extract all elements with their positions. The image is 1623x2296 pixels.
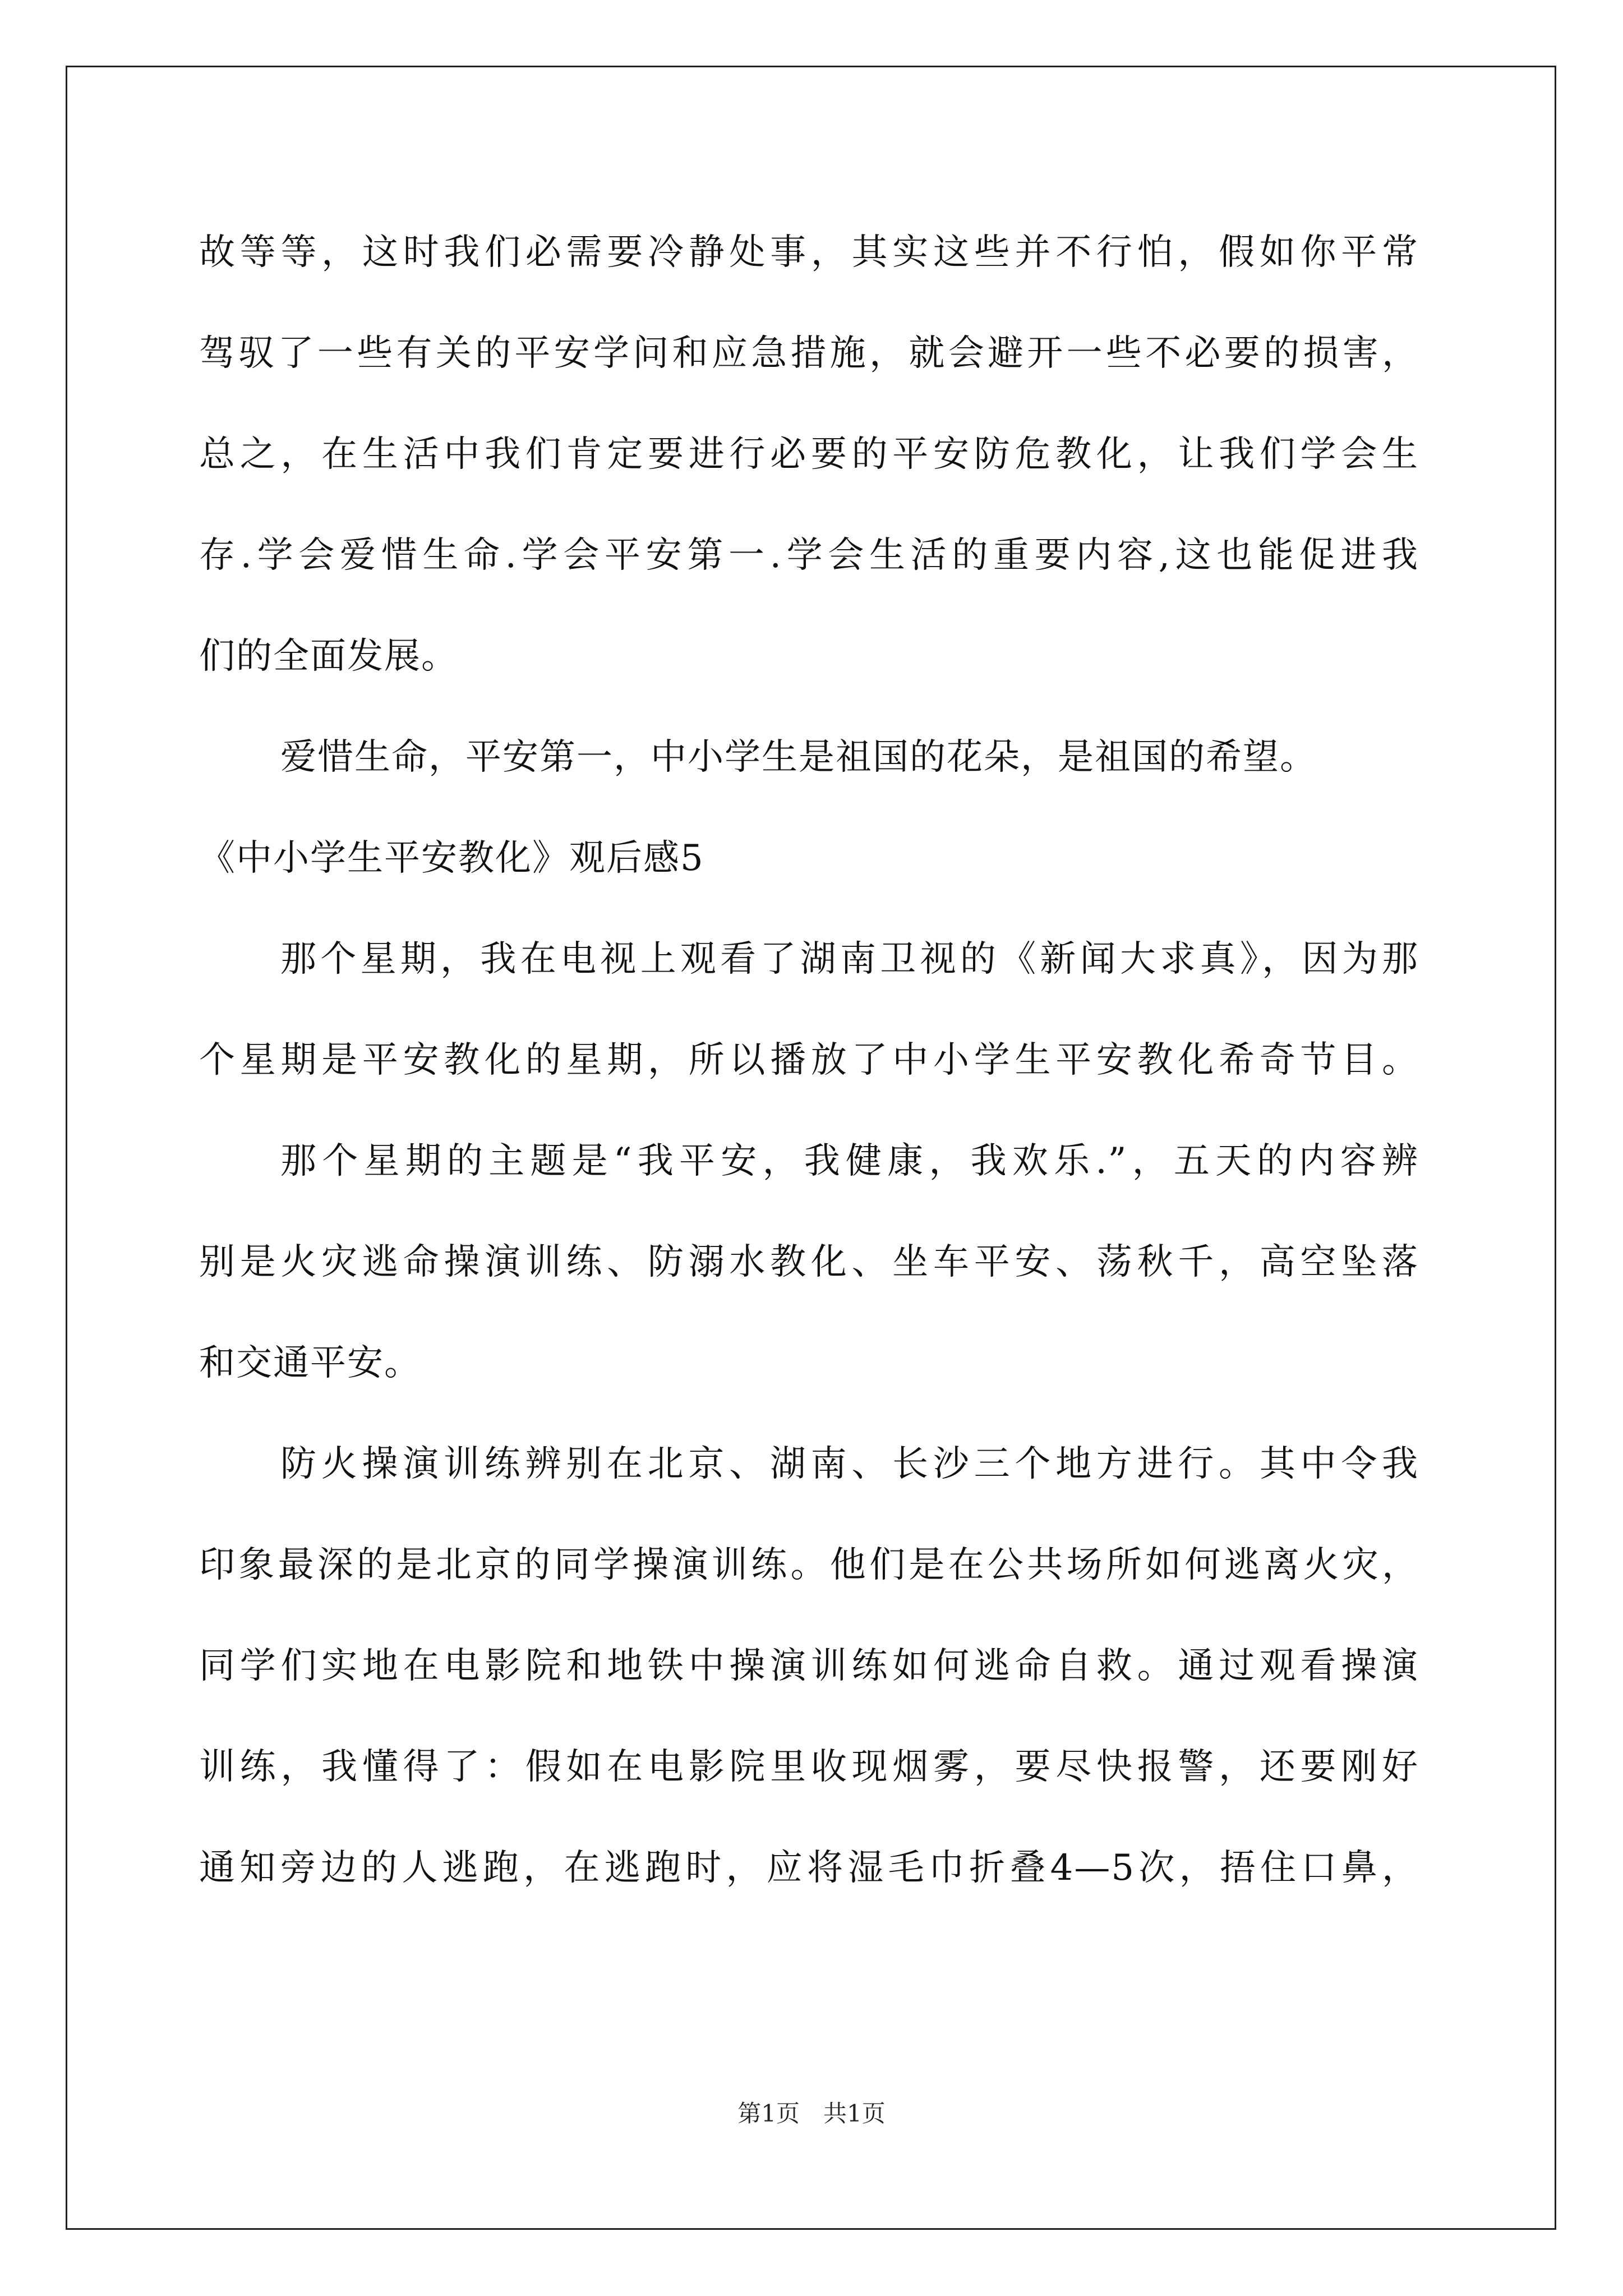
paragraph-line: 个星期是平安教化的星期，所以播放了中小学生平安教化希奇节目。 bbox=[199, 1039, 1419, 1081]
paragraph-line: 故等等，这时我们必需要冷静处事，其实这些并不行怕，假如你平常 bbox=[199, 232, 1419, 273]
paragraph-line: 那个星期，我在电视上观看了湖南卫视的《新闻大求真》，因为那 bbox=[280, 938, 1419, 980]
paragraph-line: 印象最深的是北京的同学操演训练。他们是在公共场所如何逃离火灾， bbox=[199, 1544, 1419, 1586]
paragraph-line: 防火操演训练辨别在北京、湖南、长沙三个地方进行。其中令我 bbox=[280, 1443, 1419, 1485]
paragraph-line: 训练，我懂得了：假如在电影院里收现烟雾，要尽快报警，还要刚好 bbox=[199, 1746, 1419, 1788]
section-heading: 《中小学生平安教化》观后感5 bbox=[199, 838, 704, 879]
page-footer: 第1页 共1页 bbox=[737, 2100, 886, 2127]
paragraph-line: 别是火灾逃命操演训练、防溺水教化、坐车平安、荡秋千，高空坠落 bbox=[199, 1241, 1419, 1283]
paragraph-line: 们的全面发展。 bbox=[199, 636, 458, 677]
paragraph-line: 驾驭了一些有关的平安学问和应急措施，就会避开一些不必要的损害， bbox=[199, 333, 1419, 374]
paragraph-line: 通知旁边的人逃跑，在逃跑时，应将湿毛巾折叠4—5次，捂住口鼻， bbox=[199, 1847, 1419, 1889]
paragraph-line: 和交通平安。 bbox=[199, 1342, 421, 1384]
paragraph-line: 总之，在生活中我们肯定要进行必要的平安防危教化，让我们学会生 bbox=[199, 434, 1419, 475]
paragraph-line: 那个星期的主题是“我平安，我健康，我欢乐.”，五天的内容辨 bbox=[280, 1140, 1419, 1182]
paragraph-line: 爱惜生命，平安第一，中小学生是祖国的花朵，是祖国的希望。 bbox=[280, 737, 1317, 778]
paragraph-line: 存.学会爱惜生命.学会平安第一.学会生活的重要内容,这也能促进我 bbox=[199, 535, 1419, 576]
paragraph-line: 同学们实地在电影院和地铁中操演训练如何逃命自救。通过观看操演 bbox=[199, 1645, 1419, 1687]
